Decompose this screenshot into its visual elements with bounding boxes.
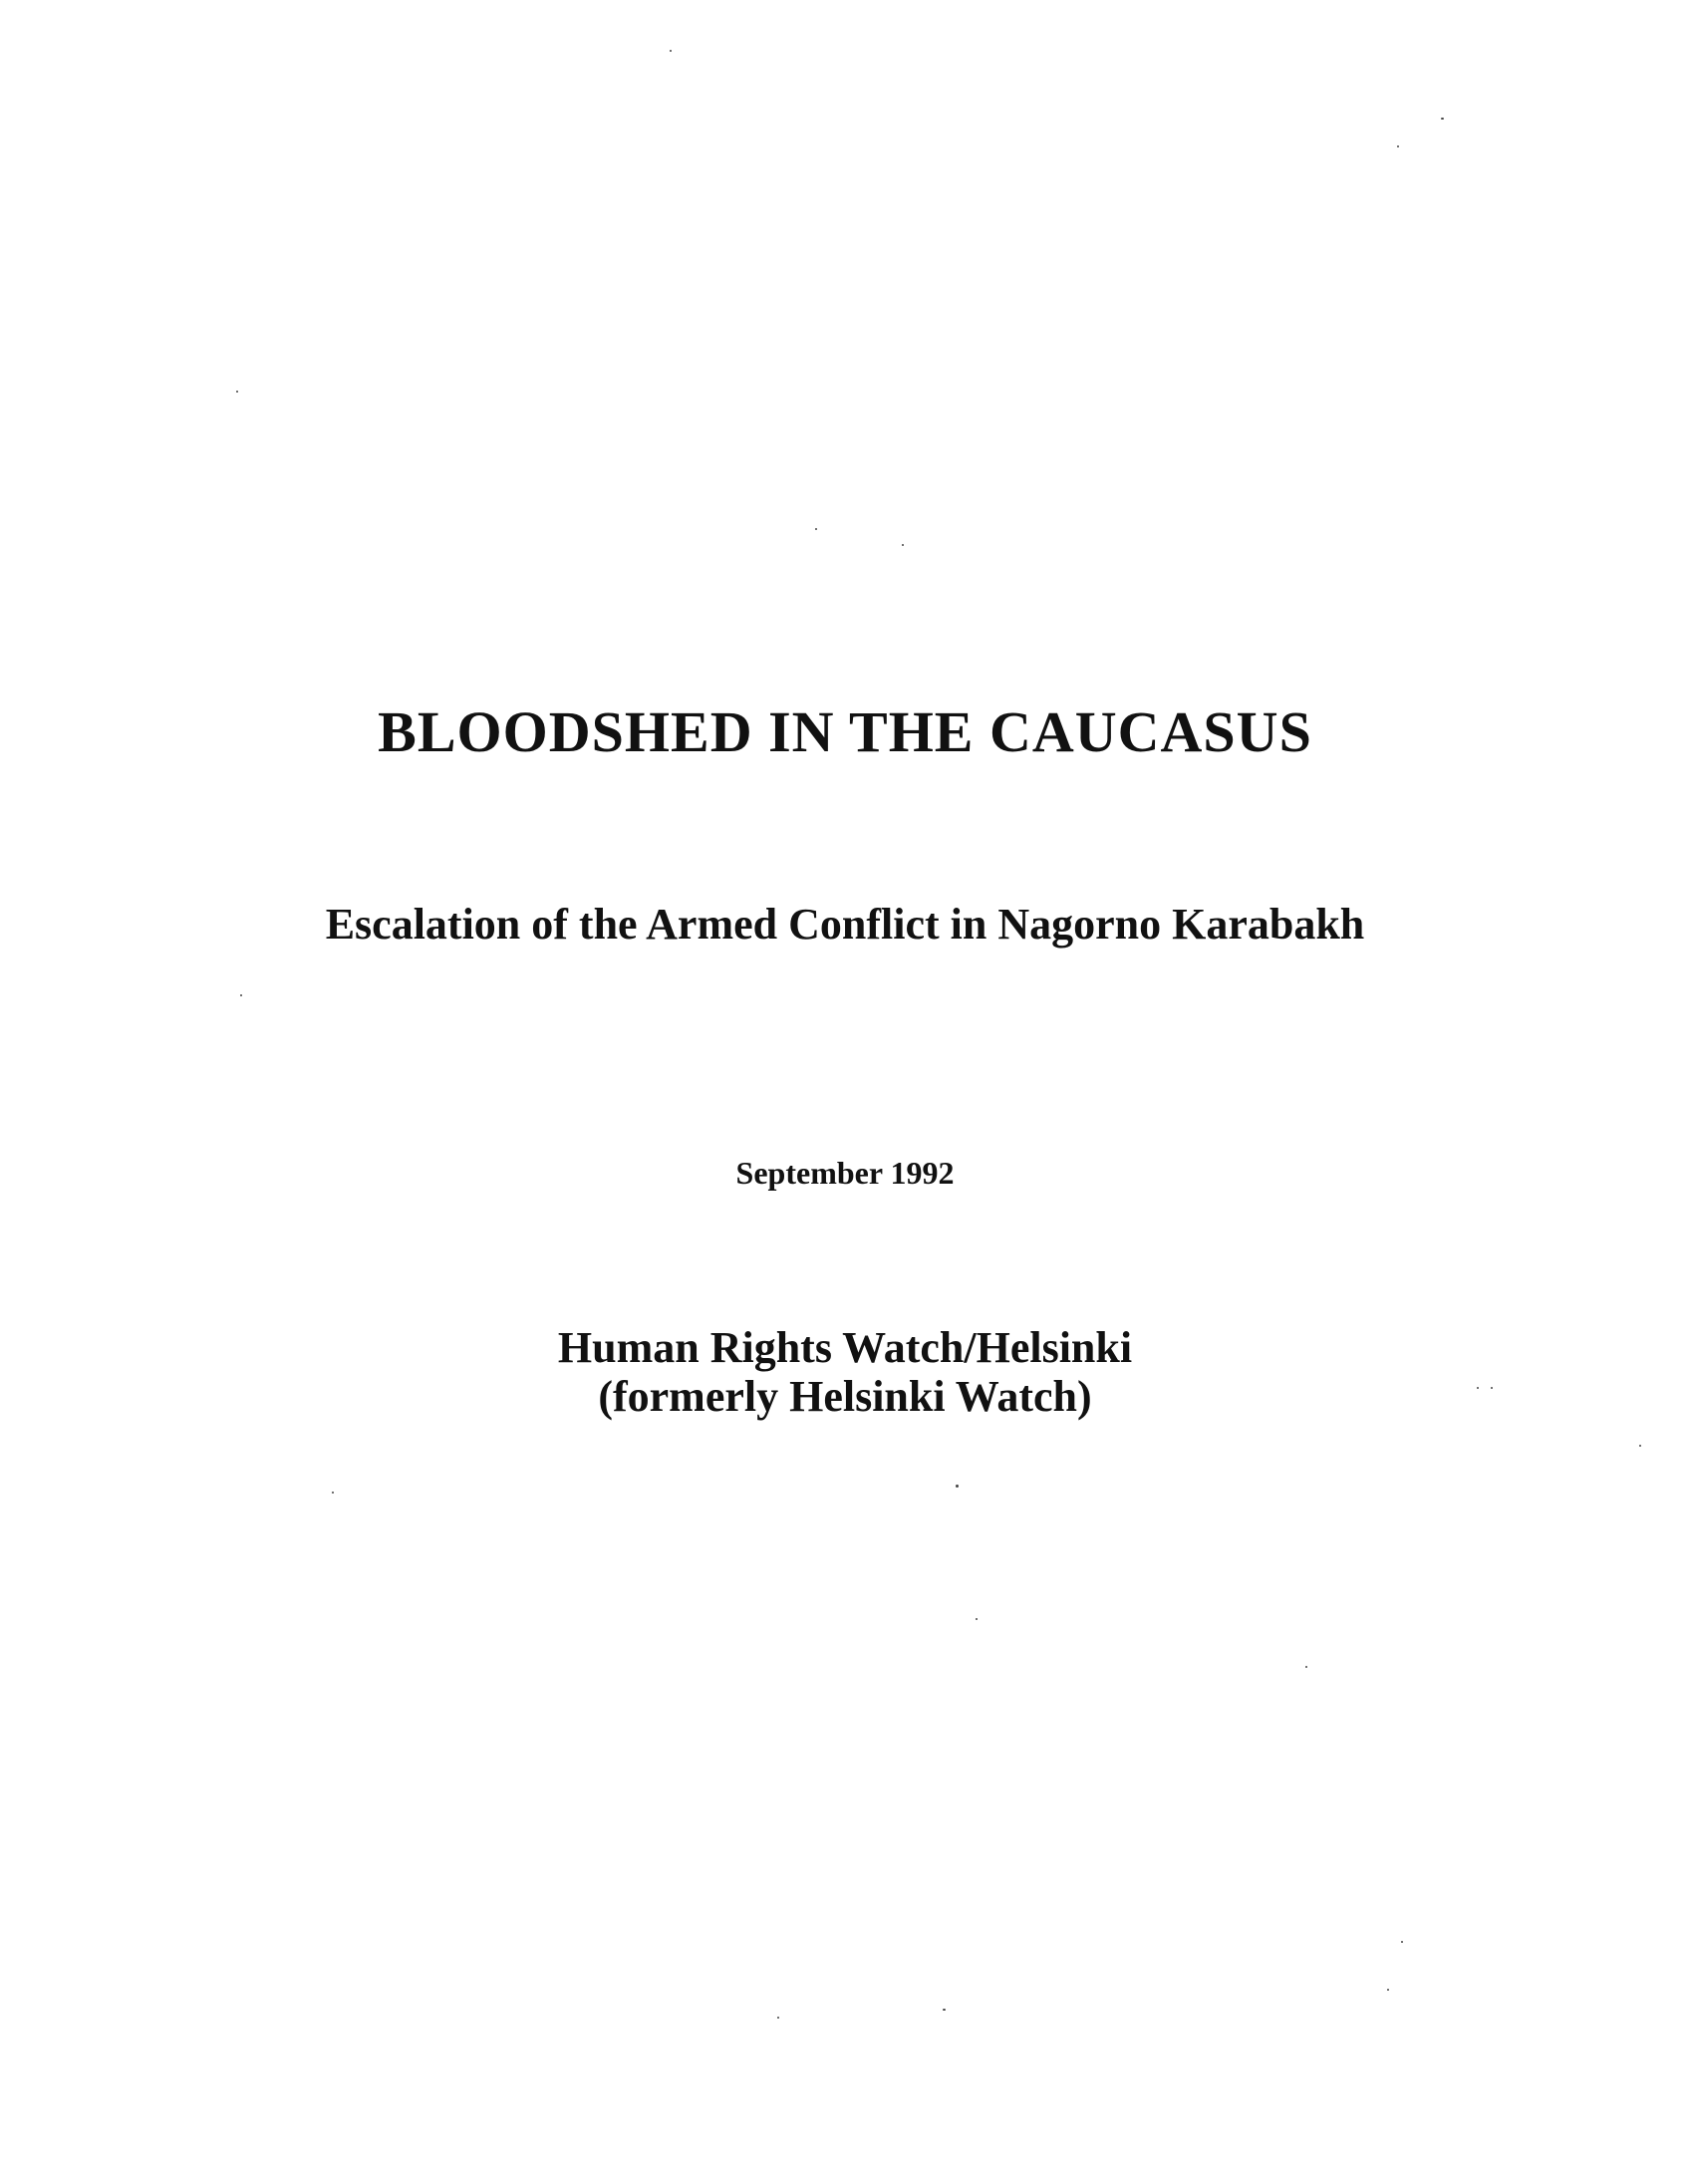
scan-speck xyxy=(956,1485,959,1488)
scan-speck xyxy=(1387,1989,1389,1991)
scan-speck xyxy=(1305,1666,1307,1668)
document-title: BLOODSHED IN THE CAUCASUS xyxy=(378,699,1312,764)
publisher-block xyxy=(0,1323,1690,1422)
scan-speck xyxy=(240,994,242,996)
scan-speck xyxy=(815,528,817,530)
scan-speck xyxy=(902,544,904,546)
publisher-name: Human Rights Watch/Helsinki xyxy=(557,1323,1133,1372)
scan-speck xyxy=(976,1618,978,1620)
publication-date: September 1992 xyxy=(735,1155,955,1191)
scan-speck xyxy=(1477,1387,1479,1389)
document-subtitle: Escalation of the Armed Conflict in Nagorno Karabakh xyxy=(325,900,1365,949)
scan-speck xyxy=(1401,1941,1403,1943)
publisher-former-name: (formerly Helsinki Watch) xyxy=(598,1372,1092,1422)
scan-speck xyxy=(1397,145,1399,147)
scan-speck xyxy=(777,2017,779,2019)
scan-speck xyxy=(1441,118,1444,120)
scan-speck xyxy=(236,391,238,393)
scan-speck xyxy=(332,1492,334,1494)
scan-speck xyxy=(670,50,672,52)
scan-speck xyxy=(943,2009,946,2011)
scan-speck xyxy=(1491,1387,1493,1389)
scan-speck xyxy=(1639,1445,1641,1447)
